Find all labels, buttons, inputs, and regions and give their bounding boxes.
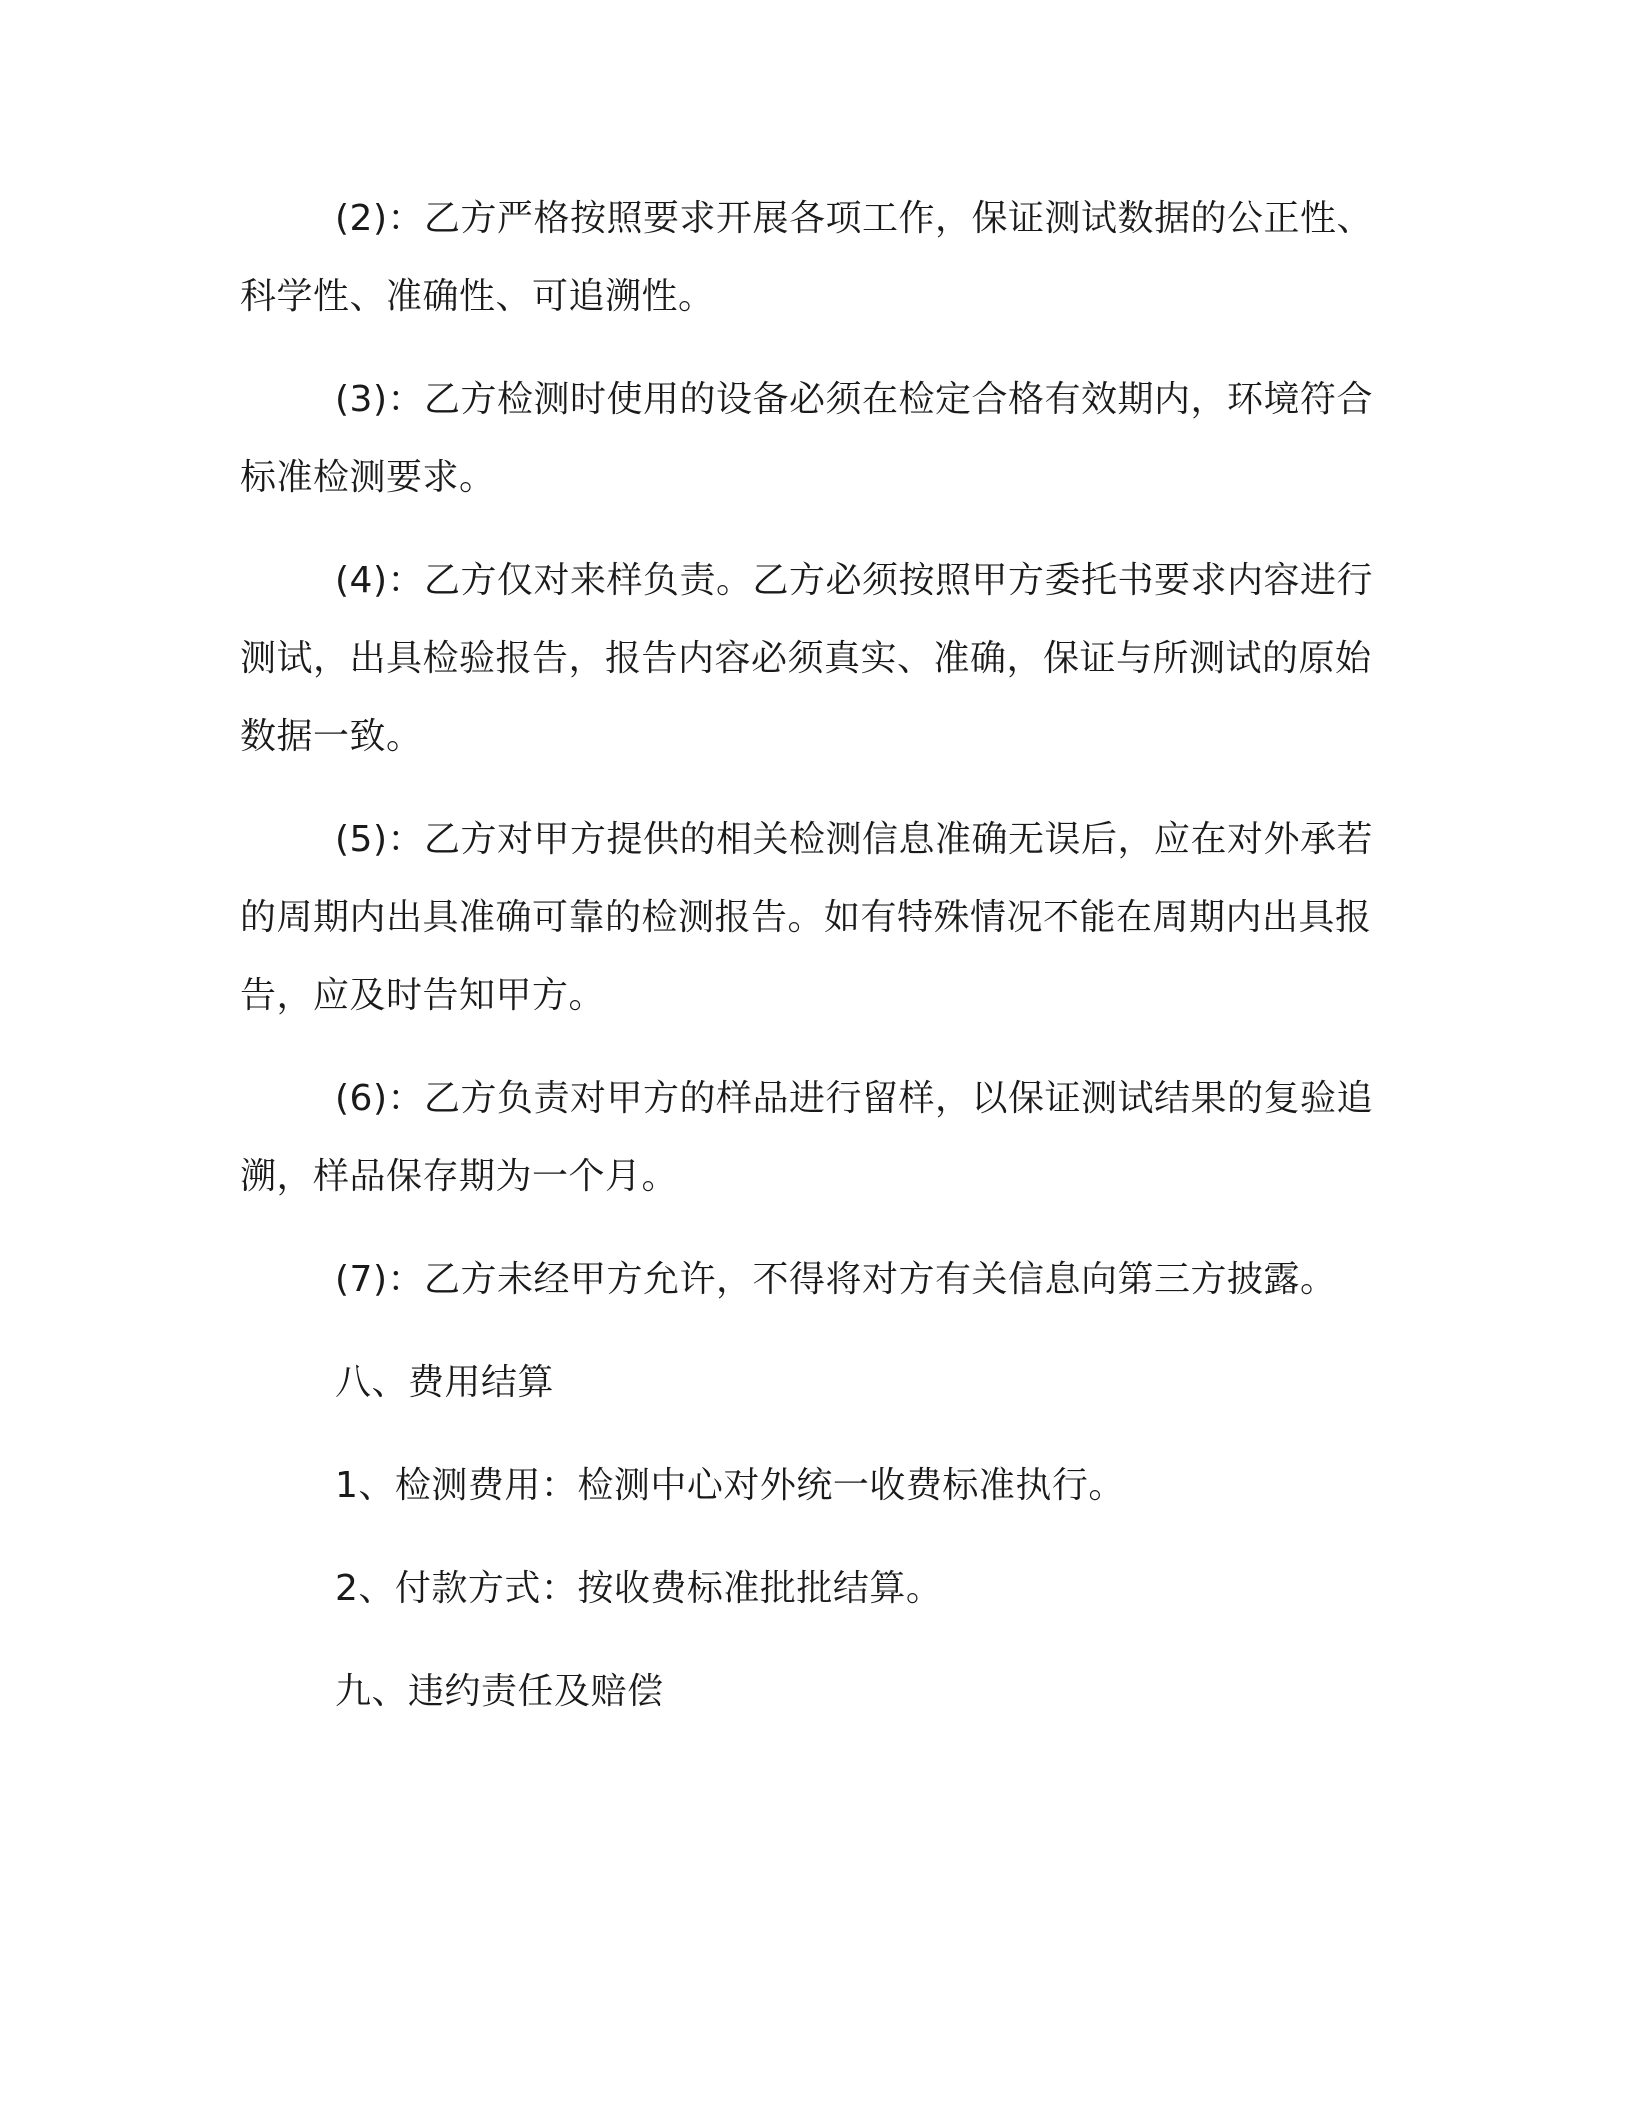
section-8-heading: 八、费用结算 [335, 1362, 555, 1403]
clause-5: (5)：乙方对甲方提供的相关检测信息准确无误后，应在对外承若的周期内出具准确可靠的检测报告。如有特殊情况不能在周期内出具报告，应及时告知甲方。 [240, 819, 1373, 1016]
clause-2: (2)：乙方严格按照要求开展各项工作，保证测试数据的公正性、科学性、准确性、可追溯性。 [240, 198, 1373, 317]
section-8-item-2: 2、付款方式：按收费标准批批结算。 [335, 1568, 943, 1609]
section-9-heading: 九、违约责任及赔偿 [335, 1671, 664, 1712]
clause-6: (6)：乙方负责对甲方的样品进行留样，以保证测试结果的复验追溯，样品保存期为一个月。 [240, 1078, 1373, 1197]
clause-3: (3)：乙方检测时使用的设备必须在检定合格有效期内，环境符合标准检测要求。 [240, 379, 1373, 498]
clause-7: (7)：乙方未经甲方允许，不得将对方有关信息向第三方披露。 [335, 1259, 1337, 1300]
clause-4: (4)：乙方仅对来样负责。乙方必须按照甲方委托书要求内容进行测试，出具检验报告，报告内容必须真实、准确，保证与所测试的原始数据一致。 [240, 560, 1373, 757]
section-8-item-1: 1、检测费用：检测中心对外统一收费标准执行。 [335, 1465, 1125, 1506]
document-body [240, 180, 1390, 1756]
